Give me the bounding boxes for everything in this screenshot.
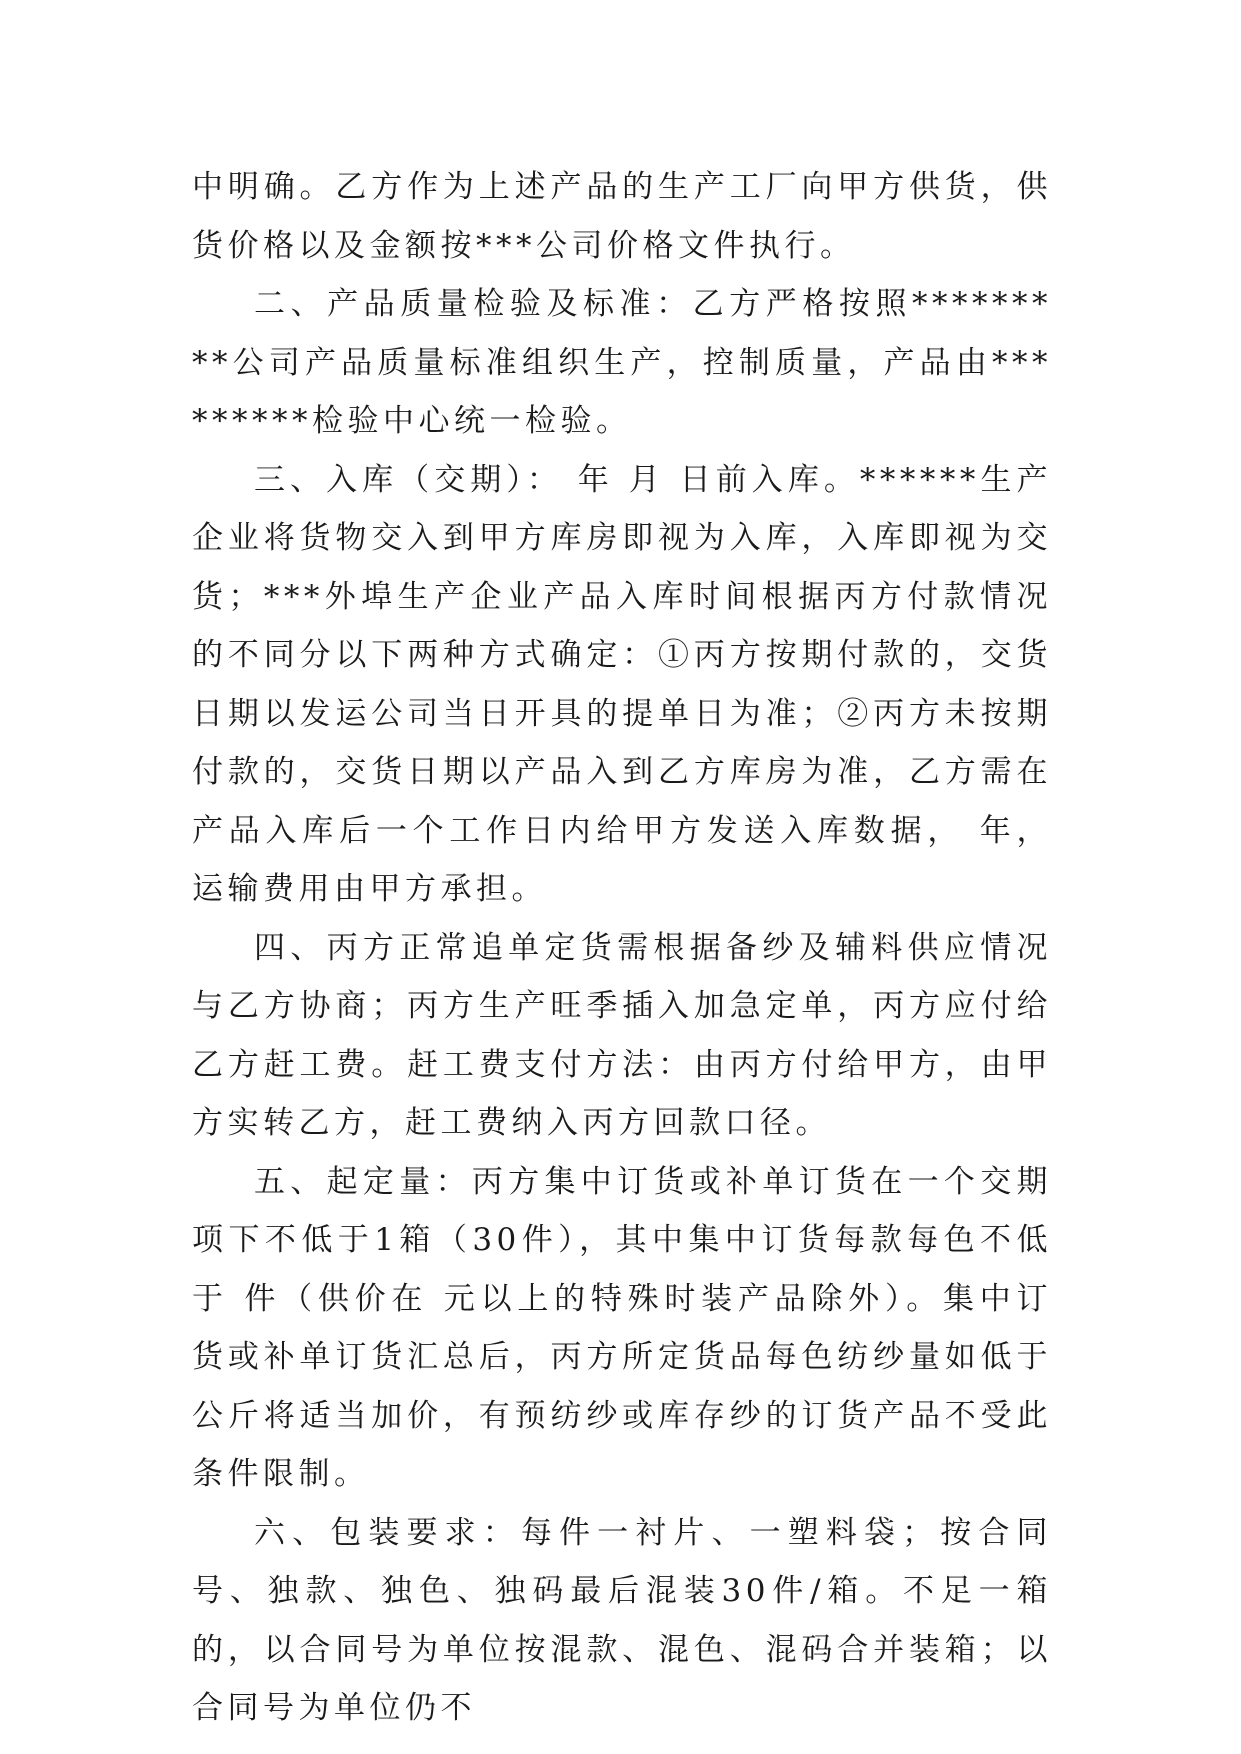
document-body (192, 158, 1052, 1738)
paragraph-continuation: 中明确。乙方作为上述产品的生产工厂向甲方供货，供货价格以及金额按***公司价格文件执行。 (192, 169, 1052, 264)
paragraph-warehousing-delivery: 三、入库（交期）： 年 月 日前入库。******生产企业将货物交入到甲方库房即视为入库，入库即视为交货；***外埠生产企业产品入库时间根据丙方付款情况的不同分以下两种方式确定：①丙方按期付款的，交货日期以发运公司当日开具的提单日为准；②丙方未按期付款的，交货日期以产品入到乙方库房为准，乙方需在产品入库后一个工作日内给甲方发送入库数据， 年，运输费用由甲方承担。 (192, 461, 1052, 907)
paragraph-rush-orders: 四、丙方正常追单定货需根据备纱及辅料供应情况与乙方协商；丙方生产旺季插入加急定单，丙方应付给乙方赶工费。赶工费支付方法：由丙方付给甲方，由甲方实转乙方，赶工费纳入丙方回款口径。 (192, 929, 1052, 1141)
paragraph-quality-inspection: 二、产品质量检验及标准：乙方严格按照*********公司产品质量标准组织生产，控制质量，产品由*********检验中心统一检验。 (192, 286, 1052, 439)
paragraph-minimum-order: 五、起定量：丙方集中订货或补单订货在一个交期项下不低于1箱（30件），其中集中订货每款每色不低于 件（供价在 元以上的特殊时装产品除外）。集中订货或补单订货汇总后，丙方所定货品每色纺纱量如低于 公斤将适当加价，有预纺纱或库存纱的订货产品不受此条件限制。 (192, 1163, 1052, 1492)
paragraph-packaging: 六、包装要求：每件一衬片、一塑料袋；按合同号、独款、独色、独码最后混装30件/箱。不足一箱的，以合同号为单位按混款、混色、混码合并装箱；以合同号为单位仍不 (192, 1514, 1052, 1726)
